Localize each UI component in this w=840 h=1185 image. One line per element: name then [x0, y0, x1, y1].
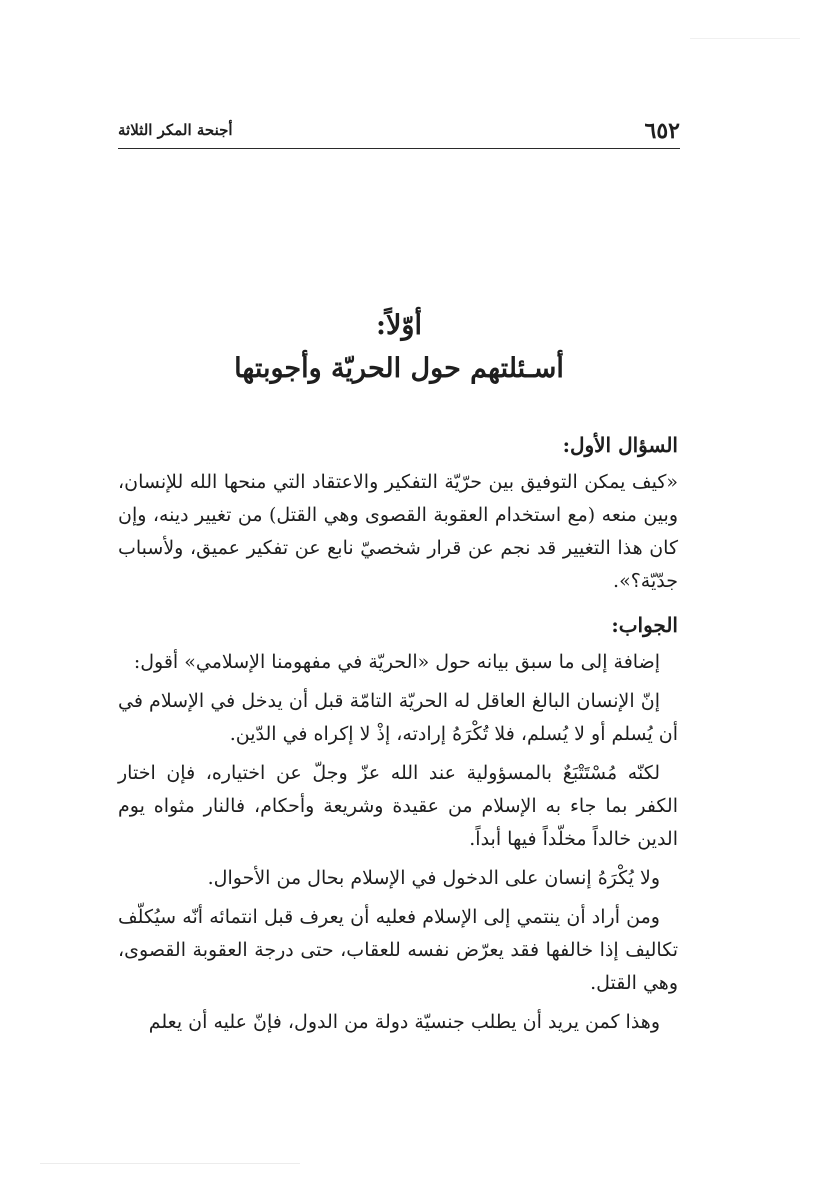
answer-paragraph: إضافة إلى ما سبق بيانه حول «الحريّة في مفهومنا الإسلامي» أقول: — [133, 651, 660, 673]
page-body — [118, 428, 678, 1045]
answer-paragraph: وهذا كمن يريد أن يطلب جنسيّة دولة من الدول، فإنّ عليه أن يعلم — [148, 1011, 660, 1033]
section-heading — [118, 306, 680, 392]
book-title: أجنحة المكر الثلاثة — [118, 121, 233, 139]
scan-artifact-line — [40, 1163, 300, 1164]
question-text: «كيف يمكن التوفيق بين حرّيّة التفكير والاعتقاد التي منحها الله للإنسان، وبين منعه (مع استخدام العقوبة القصوى وهي القتل) من تغيير دينه، وإن كان هذا التغيير قد نجم عن قرار شخصيّ نابع عن تفكير عميق، ولأسباب جدّيّة؟». — [118, 471, 678, 592]
running-header — [118, 118, 680, 149]
answer-paragraph: لكنّه مُسْتَتْبَعٌ بالمسؤولية عند الله عزّ وجلّ عن اختياره، فإن اختار الكفر بما جاء به الإسلام من عقيدة وشريعة وأحكام، فالنار مثواه يوم الدين خالداً مخلّداً فيها أبداً. — [118, 762, 678, 850]
answer-paragraph: إنّ الإنسان البالغ العاقل له الحريّة التامّة قبل أن يدخل في الإسلام في أن يُسلم أو لا يُسلم، فلا تُكْرَهُ إرادته، إذْ لا إكراه في الدّين. — [118, 690, 678, 745]
question-label: السؤال الأول: — [562, 433, 678, 457]
scan-artifact-line — [690, 38, 800, 39]
heading-title: أسـئلتهم حول الحريّة وأجوبتها — [234, 353, 564, 384]
answer-label: الجواب: — [611, 613, 678, 637]
page-number: ٦٥٢ — [644, 118, 680, 144]
answer-paragraph: ومن أراد أن ينتمي إلى الإسلام فعليه أن يعرف قبل انتمائه أنّه سيُكلّف تكاليف إذا خالفها فقد يعرّض نفسه للعقاب، حتى درجة العقوبة القصوى، وهي القتل. — [118, 906, 678, 994]
heading-ordinal: أوّلاً: — [376, 310, 422, 341]
answer-paragraph: ولا يُكْرَهُ إنسان على الدخول في الإسلام بحال من الأحوال. — [207, 867, 660, 889]
